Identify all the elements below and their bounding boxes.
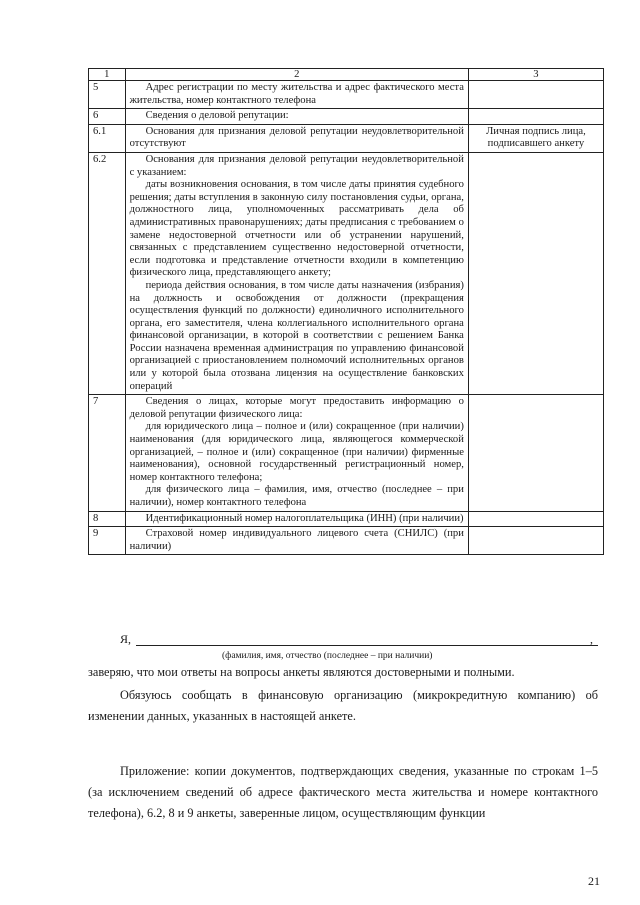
row-text-block	[125, 152, 468, 394]
header-col-2: 2	[125, 69, 468, 81]
row-number: 7	[89, 395, 126, 511]
full-name-caption: (фамилия, имя, отчество (последнее – при наличии)	[222, 651, 433, 661]
statement-pronoun: Я,	[120, 632, 132, 646]
row-text: Сведения о деловой репутации:	[125, 109, 468, 125]
row-text: Сведения о лицах, которые могут предоставить информацию о деловой репутации физического лица:	[129, 396, 464, 420]
table-header-row	[89, 69, 604, 81]
table-row	[89, 511, 604, 527]
header-col-3: 3	[468, 69, 603, 81]
table-row	[89, 81, 604, 109]
table-row	[89, 109, 604, 125]
page-number: 21	[588, 874, 600, 888]
row-number: 6.1	[89, 124, 126, 152]
row-response-cell	[468, 81, 603, 109]
row-text: Идентификационный номер налогоплательщика (ИНН) (при наличии)	[125, 511, 468, 527]
row-paragraph: периода действия основания, в том числе даты назначения (избрания) на должность и освобождения от должности (прекращения осуществления функций по должности) единоличного исполнительного органа, его заместителя, члена коллегиального исполнительного органа финансовой организации, в которой в соответствии с решением Банка России назначена временная администрация по управлению финансовой организацией с приостановлением полномочий исполнительных органов или у которой была отозвана лицензия на осуществление банковских операций	[129, 279, 464, 392]
row-response-cell	[468, 395, 603, 511]
row-number: 6.2	[89, 152, 126, 394]
row-response-cell	[468, 511, 603, 527]
appendix-text: Приложение: копии документов, подтверждающих сведения, указанные по строкам 1–5 (за исключением сведений об адресе фактического места жительства и номере контактного телефона), 6.2, 8 и 9 анкеты, заверенные лицом, осуществляющим функции	[88, 764, 598, 820]
row-response-cell	[468, 152, 603, 394]
row-number: 9	[89, 527, 126, 555]
row-text: Адрес регистрации по месту жительства и адрес фактического места жительства, номер контактного телефона	[125, 81, 468, 109]
statement-comma: ,	[590, 632, 593, 646]
row-paragraph: даты возникновения основания, в том числе даты принятия судебного решения; даты вступления в законную силу постановления судьи, органа, должностного лица, уполномоченных рассматривать дела об административных правонарушениях; даты предписания с требованием о замене недостоверной отчетности или об устранении нарушений, связанных с представлением существенно недостоверной отчетности, если подготовка и представление отчетности входили в компетенцию физического лица, представляющего анкету;	[129, 179, 464, 279]
questionnaire-table	[88, 68, 604, 555]
certification-text: заверяю, что мои ответы на вопросы анкеты являются достоверными и полными.	[88, 665, 515, 679]
full-name-blank-line[interactable]	[136, 645, 598, 646]
row-text: Основания для признания деловой репутации неудовлетворительной с указанием:	[129, 153, 464, 178]
row-number: 5	[89, 81, 126, 109]
table-row	[89, 124, 604, 152]
header-col-1: 1	[89, 69, 126, 81]
row-text-block	[125, 395, 468, 511]
row-response-cell	[468, 527, 603, 555]
signature-note: Личная подпись лица, подписавшего анкету	[468, 124, 603, 152]
row-text: Основания для признания деловой репутации неудовлетворительной отсутствуют	[125, 124, 468, 152]
row-number: 8	[89, 511, 126, 527]
row-number: 6	[89, 109, 126, 125]
row-paragraph: для физического лица – фамилия, имя, отчество (последнее – при наличии), номер контактного телефона	[129, 484, 464, 508]
obligation-text: Обязуюсь сообщать в финансовую организацию (микрокредитную компанию) об изменении данных, указанных в настоящей анкете.	[88, 688, 598, 723]
table-row	[89, 395, 604, 511]
table-row	[89, 152, 604, 394]
row-text: Страховой номер индивидуального лицевого счета (СНИЛС) (при наличии)	[125, 527, 468, 555]
row-paragraph: для юридического лица – полное и (или) сокращенное (при наличии) наименования (для юридического лица, являющегося коммерческой организацией, – полное и (или) сокращенное (при наличии) фирменные наименования), основной государственный регистрационный номер, номер контактного телефона;	[129, 421, 464, 483]
table-row	[89, 527, 604, 555]
row-response-cell	[468, 109, 603, 125]
